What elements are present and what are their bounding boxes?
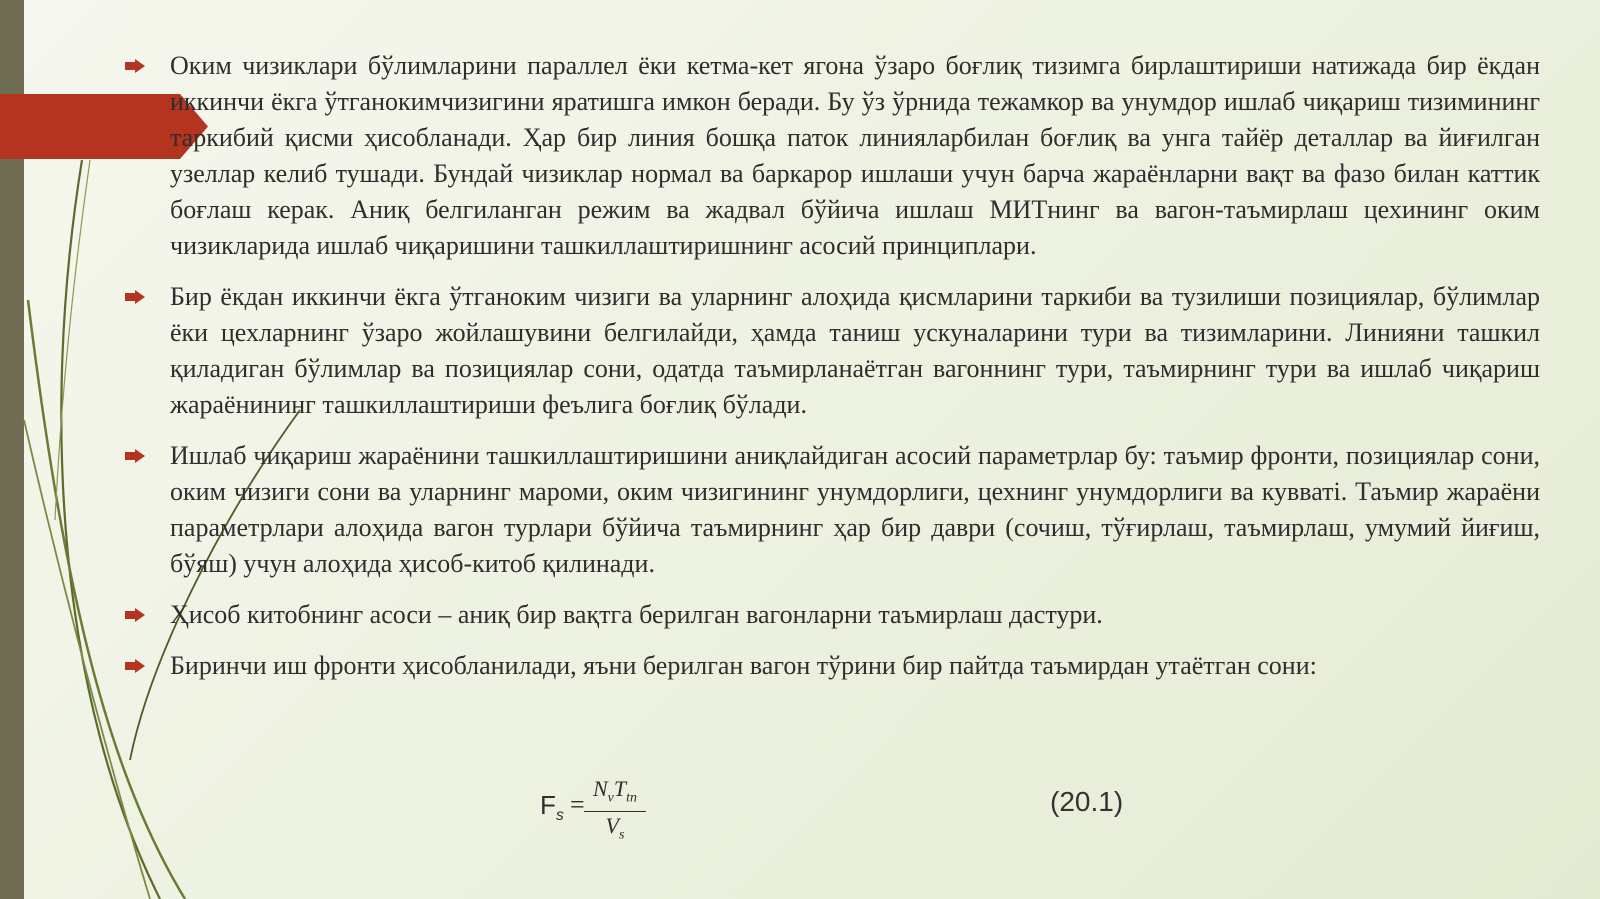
bullet-item <box>125 648 1540 684</box>
bullet-text: Ҳисоб китобнинг асоси – аниқ бир вақтга берилган вагонларни таъмирлаш дастури. <box>170 600 1103 629</box>
arrow-bullet-icon <box>125 59 145 73</box>
bullet-text: Оким чизиклари бўлимларини параллел ёки кетма-кет ягона ўзаро боғлиқ тизимга бирлаштириши натижада бир ёкдан иккинчи ёкга ўтганокимчизигини яратишга имкон беради. Бу ўз ўрнида тежамкор ва унумдор ишлаб чиқариш тизимининг таркибий қисми ҳисобланади. Ҳар бир линия бошқа паток линияларбилан боғлиқ ва унга тайёр деталлар ва йиғилган узеллар келиб тушади. Бундай чизиклар нормал ва баркарор ишлаши учун барча жараёнларни вақт ва фазо билан каттик боғлаш керак. Аниқ белгиланган режим ва жадвал бўйича ишлаш МИТнинг ва вагон-таъмирлаш цехининг оким чизикларида ишлаб чиқаришини ташкиллаштиришнинг асосий принциплари. <box>170 51 1540 260</box>
bullet-text: Бир ёкдан иккинчи ёкга ўтганоким чизиги ва уларнинг алоҳида қисмларини таркиби ва тузилиши позициялар, бўлимлар ёки цехларнинг ўзаро жойлашувини белгилайди, ҳамда таниш ускуналарини тури ва тизимларини. Линияни ташкил қиладиган бўлимлар ва позициялар сони, одатда таъмирланаётган вагоннинг тури, таъмирнинг тури ва ишлаб чиқариш жараёнининг ташкиллаштириши феълига боғлиқ бўлади. <box>170 282 1540 419</box>
formula-equals: = <box>570 790 585 819</box>
formula-numerator: $N_vT_{tn}$ <box>584 776 646 812</box>
slide-content <box>125 48 1540 699</box>
bullet-item <box>125 597 1540 633</box>
arrow-bullet-icon <box>125 290 145 304</box>
bullet-item <box>125 438 1540 582</box>
arrow-bullet-icon <box>125 449 145 463</box>
arrow-bullet-icon <box>125 659 145 673</box>
arrow-bullet-icon <box>125 608 145 622</box>
bullet-item <box>125 279 1540 423</box>
equation-number: (20.1) <box>1050 786 1124 817</box>
bullet-text: Биринчи иш фронти ҳисобланилади, яъни берилган вагон тўрини бир пайтда таъмирдан утаётган сони: <box>170 651 1317 680</box>
bullet-text: Ишлаб чиқариш жараёнини ташкиллаштиришини аниқлайдиган асосий параметрлар бу: таъмир фронти, позициялар сони, оким чизиги сони ва уларнинг мароми, оким чизигининг унумдорлиги, цехнинг унумдорлиги ва кувватi. Таъмир жараёни параметрлари алоҳида вагон турлари бўйича таъмирнинг ҳар бир даври (сочиш, тўғирлаш, таъмирлаш, умумий йиғиш, бўяш) учун алоҳида ҳисоб-китоб қилинади. <box>170 441 1540 578</box>
bullet-item <box>125 48 1540 264</box>
formula-denominator: $V_s$ <box>605 813 625 843</box>
formula-fraction <box>584 776 646 850</box>
formula-lhs: $F_s$ <box>540 790 564 825</box>
